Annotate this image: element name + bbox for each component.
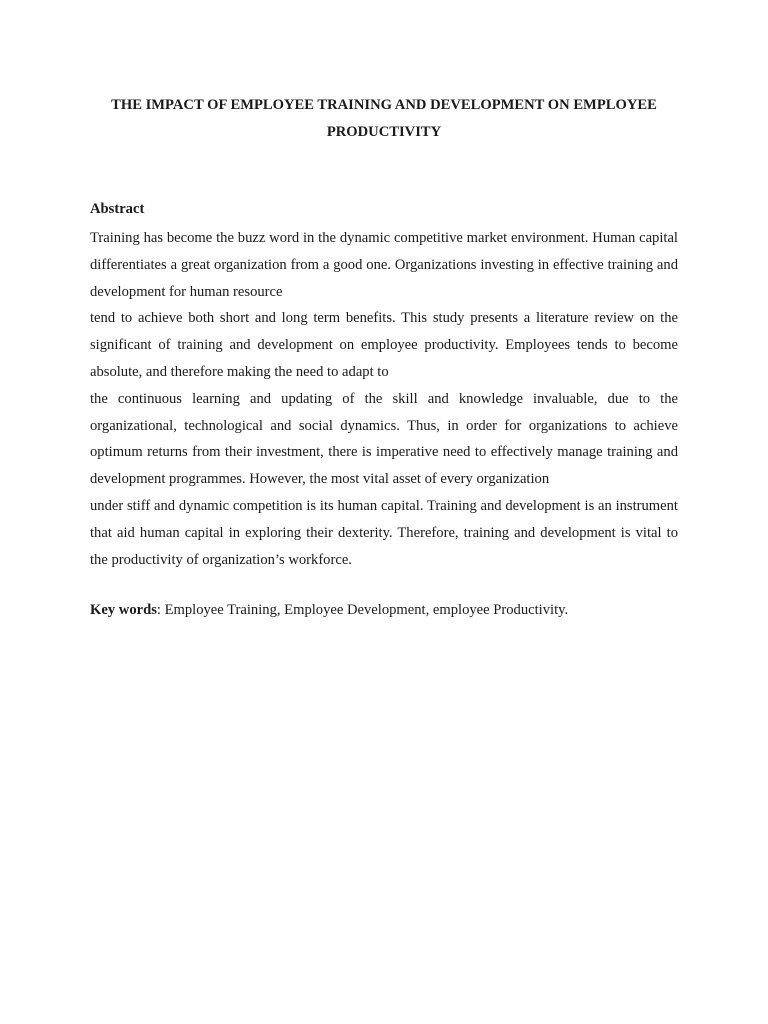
abstract-body — [90, 225, 678, 573]
abstract-paragraph: under stiff and dynamic competition is its human capital. Training and development is an instrument that aid human capital in exploring their dexterity. Therefore, training and development is vital to the productivity of organization’s workforce. — [90, 497, 678, 568]
keywords-text: : Employee Training, Employee Development, employee Productivity. — [156, 602, 569, 618]
document-title: THE IMPACT OF EMPLOYEE TRAINING AND DEVELOPMENT ON EMPLOYEE PRODUCTIVITY — [111, 97, 657, 140]
abstract-paragraph: Training has become the buzz word in the dynamic competitive market environment. Human capital differentiates a great organization from a good one. Organizations investing in effective training and development for human resource — [90, 230, 678, 300]
keywords-label: Key words — [90, 602, 157, 618]
abstract-heading: Abstract — [90, 201, 145, 217]
abstract-paragraph: the continuous learning and updating of the skill and knowledge invaluable, due to the organizational, technological and social dynamics. Thus, in order for organizations to achieve optimum returns from their investment, there is imperative need to effectively manage training and development programmes. However, the most vital asset of every organization — [90, 390, 678, 488]
keywords-line — [90, 600, 678, 620]
abstract-paragraph: tend to achieve both short and long term benefits. This study presents a literature review on the significant of training and development on employee productivity. Employees tends to become absolute, and therefore making the need to adapt to — [90, 310, 678, 380]
